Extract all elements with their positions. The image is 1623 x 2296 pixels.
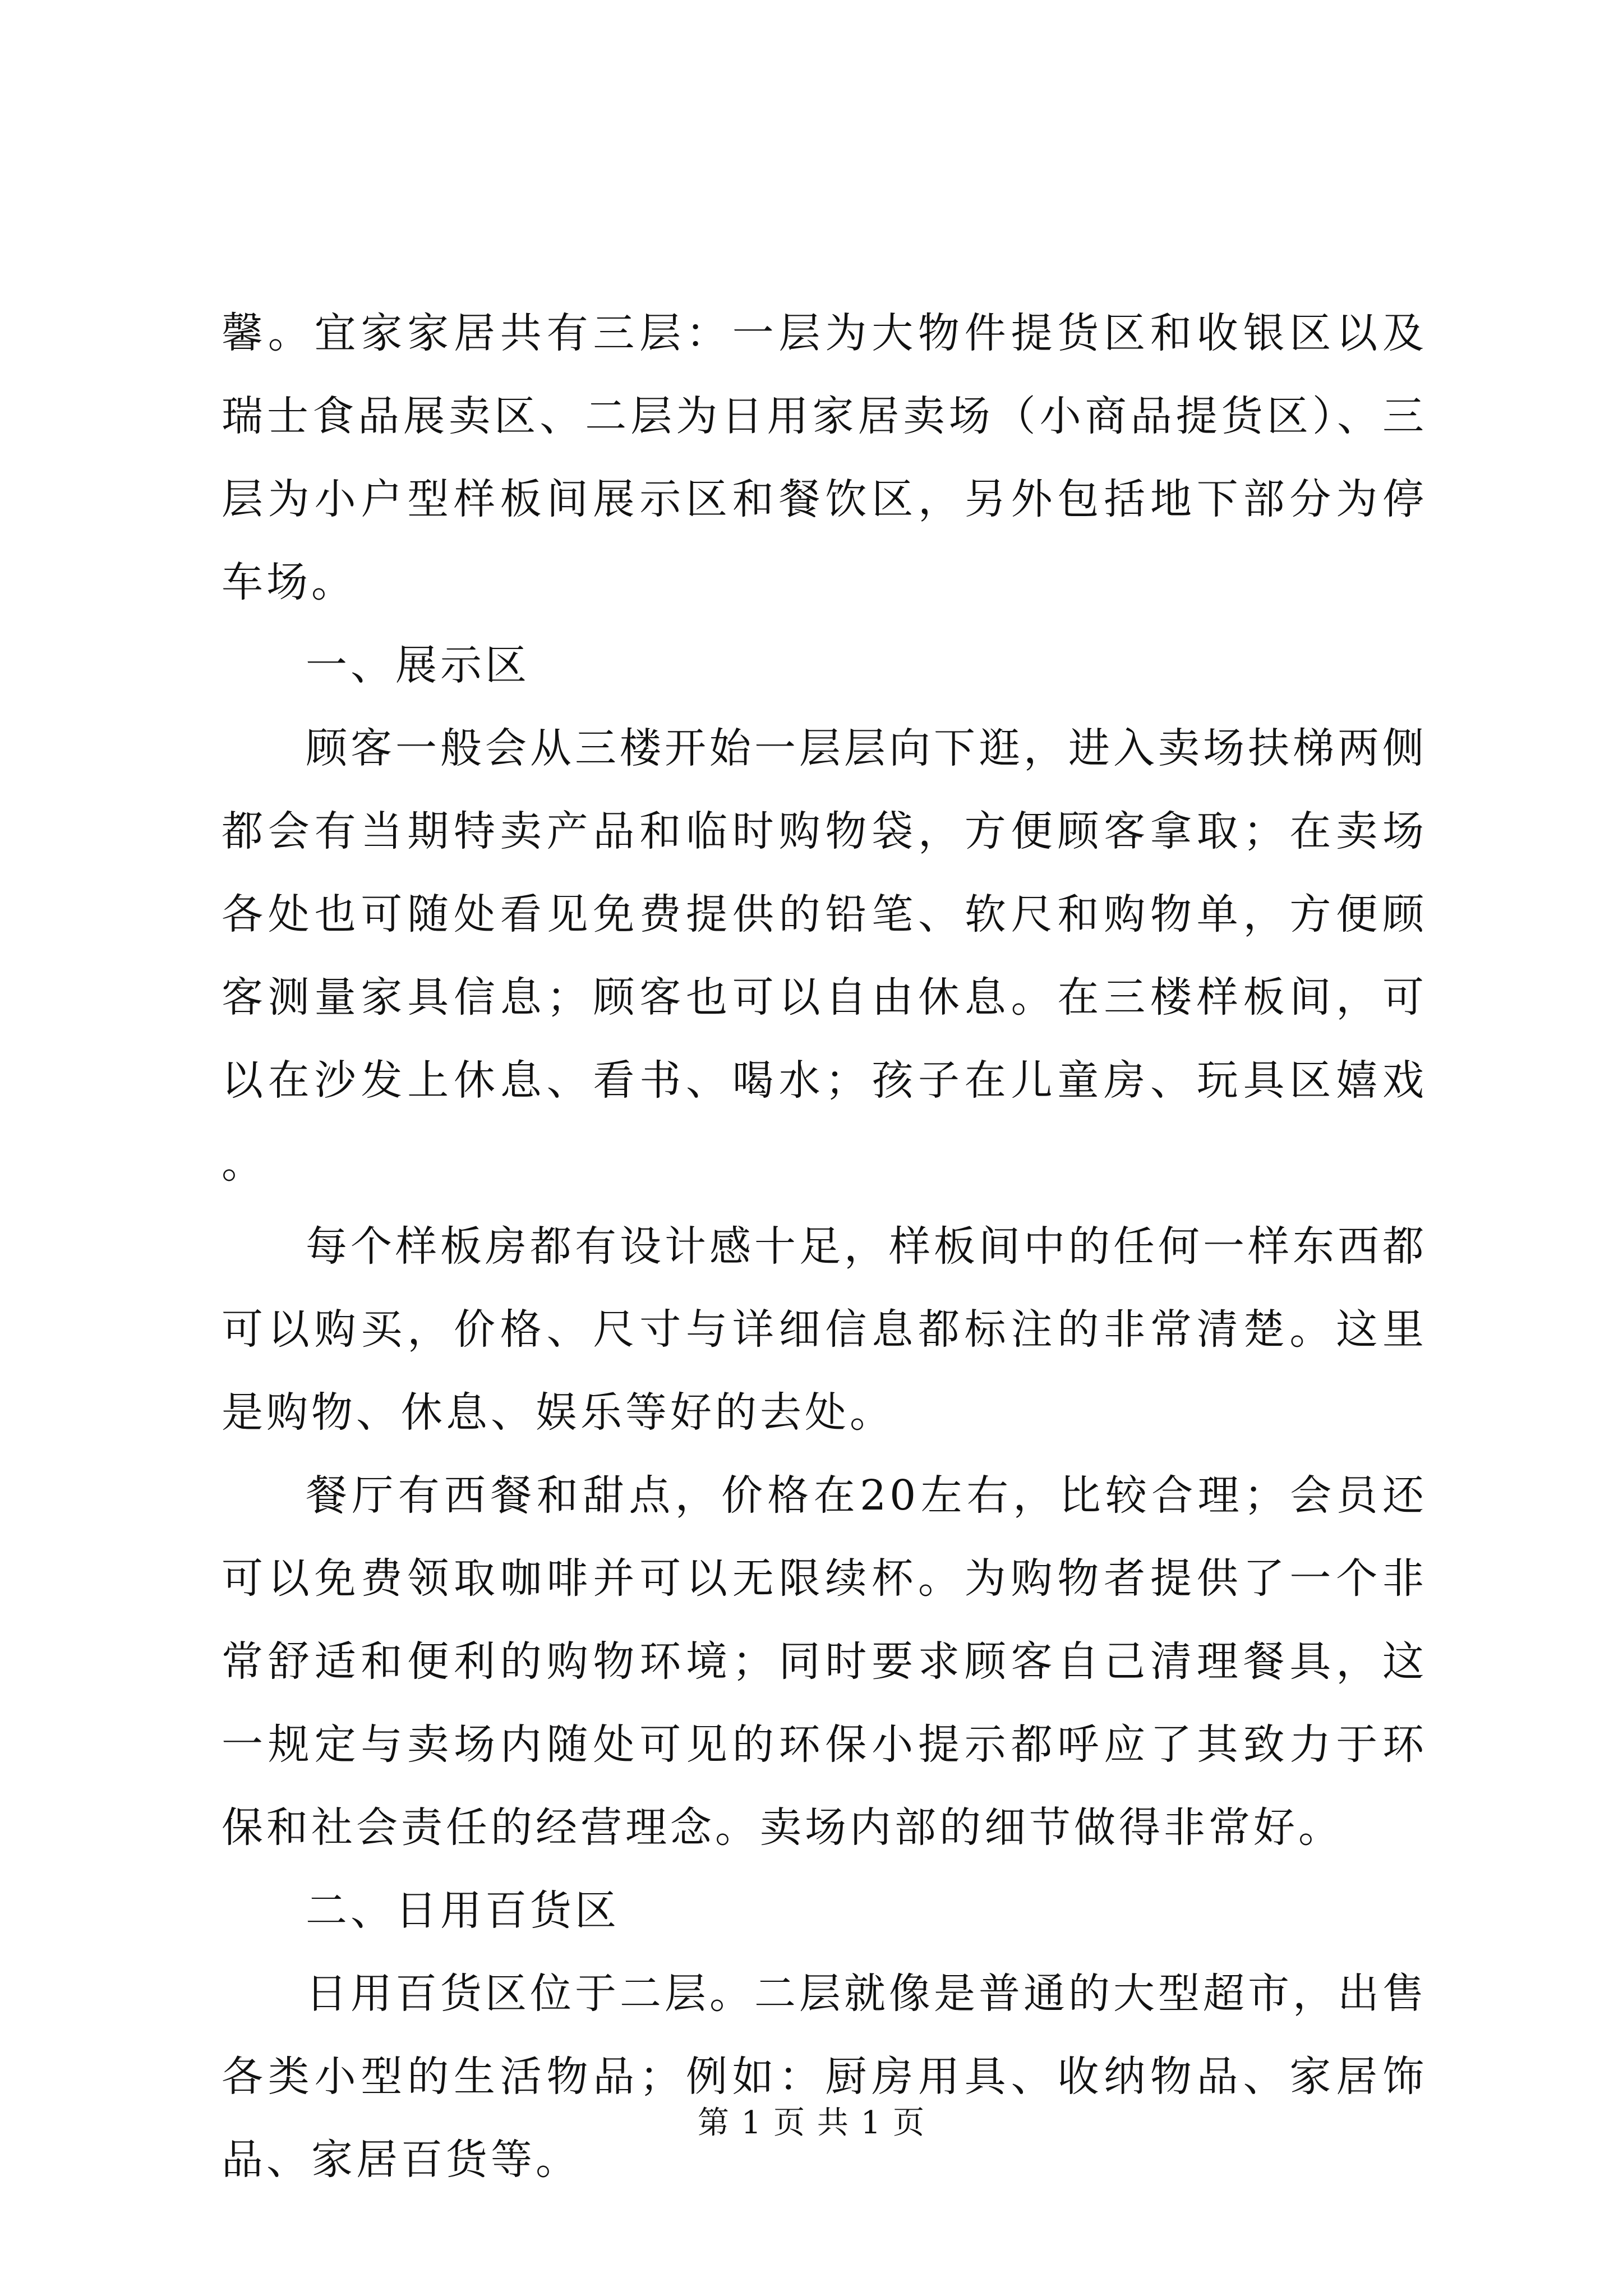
section-heading-daily-goods: 二、日用百货区	[306, 1887, 620, 1935]
paragraph-browsing: 顾客一般会从三楼开始一层层向下逛，进入卖场扶梯两侧都会有当期特卖产品和临时购物袋，方便顾客拿取；在卖场各处也可随处看见免费提供的铅笔、软尺和购物单，方便顾客测量家具信息；顾客也可以自由休息。在三楼样板间，可以在沙发上休息、看书、喝水；孩子在儿童房、玩具区嬉戏。	[222, 724, 1427, 1188]
paragraph-continuation: 馨。宜家家居共有三层：一层为大物件提货区和收银区以及瑞士食品展卖区、二层为日用家居卖场（小商品提货区）、三层为小户型样板间展示区和餐饮区，另外包括地下部分为停车场。	[222, 309, 1427, 606]
section-heading-display-area: 一、展示区	[306, 641, 530, 689]
paragraph-daily-goods: 日用百货区位于二层。二层就像是普通的大型超市，出售各类小型的生活物品；例如：厨房用具、收纳物品、家居饰品、家居百货等。	[222, 1970, 1427, 2184]
page-footer: 第 1 页 共 1 页	[697, 2105, 926, 2141]
paragraph-showrooms: 每个样板房都有设计感十足，样板间中的任何一样东西都可以购买，价格、尺寸与详细信息都标注的非常清楚。这里是购物、休息、娱乐等好的去处。	[222, 1222, 1427, 1437]
paragraph-restaurant: 餐厅有西餐和甜点，价格在20左右，比较合理；会员还可以免费领取咖啡并可以无限续杯。为购物者提供了一个非常舒适和便利的购物环境；同时要求顾客自己清理餐具，这一规定与卖场内随处可见的环保小提示都呼应了其致力于环保和社会责任的经营理念。卖场内部的细节做得非常好。	[222, 1471, 1427, 1852]
document-body	[222, 292, 1427, 2201]
